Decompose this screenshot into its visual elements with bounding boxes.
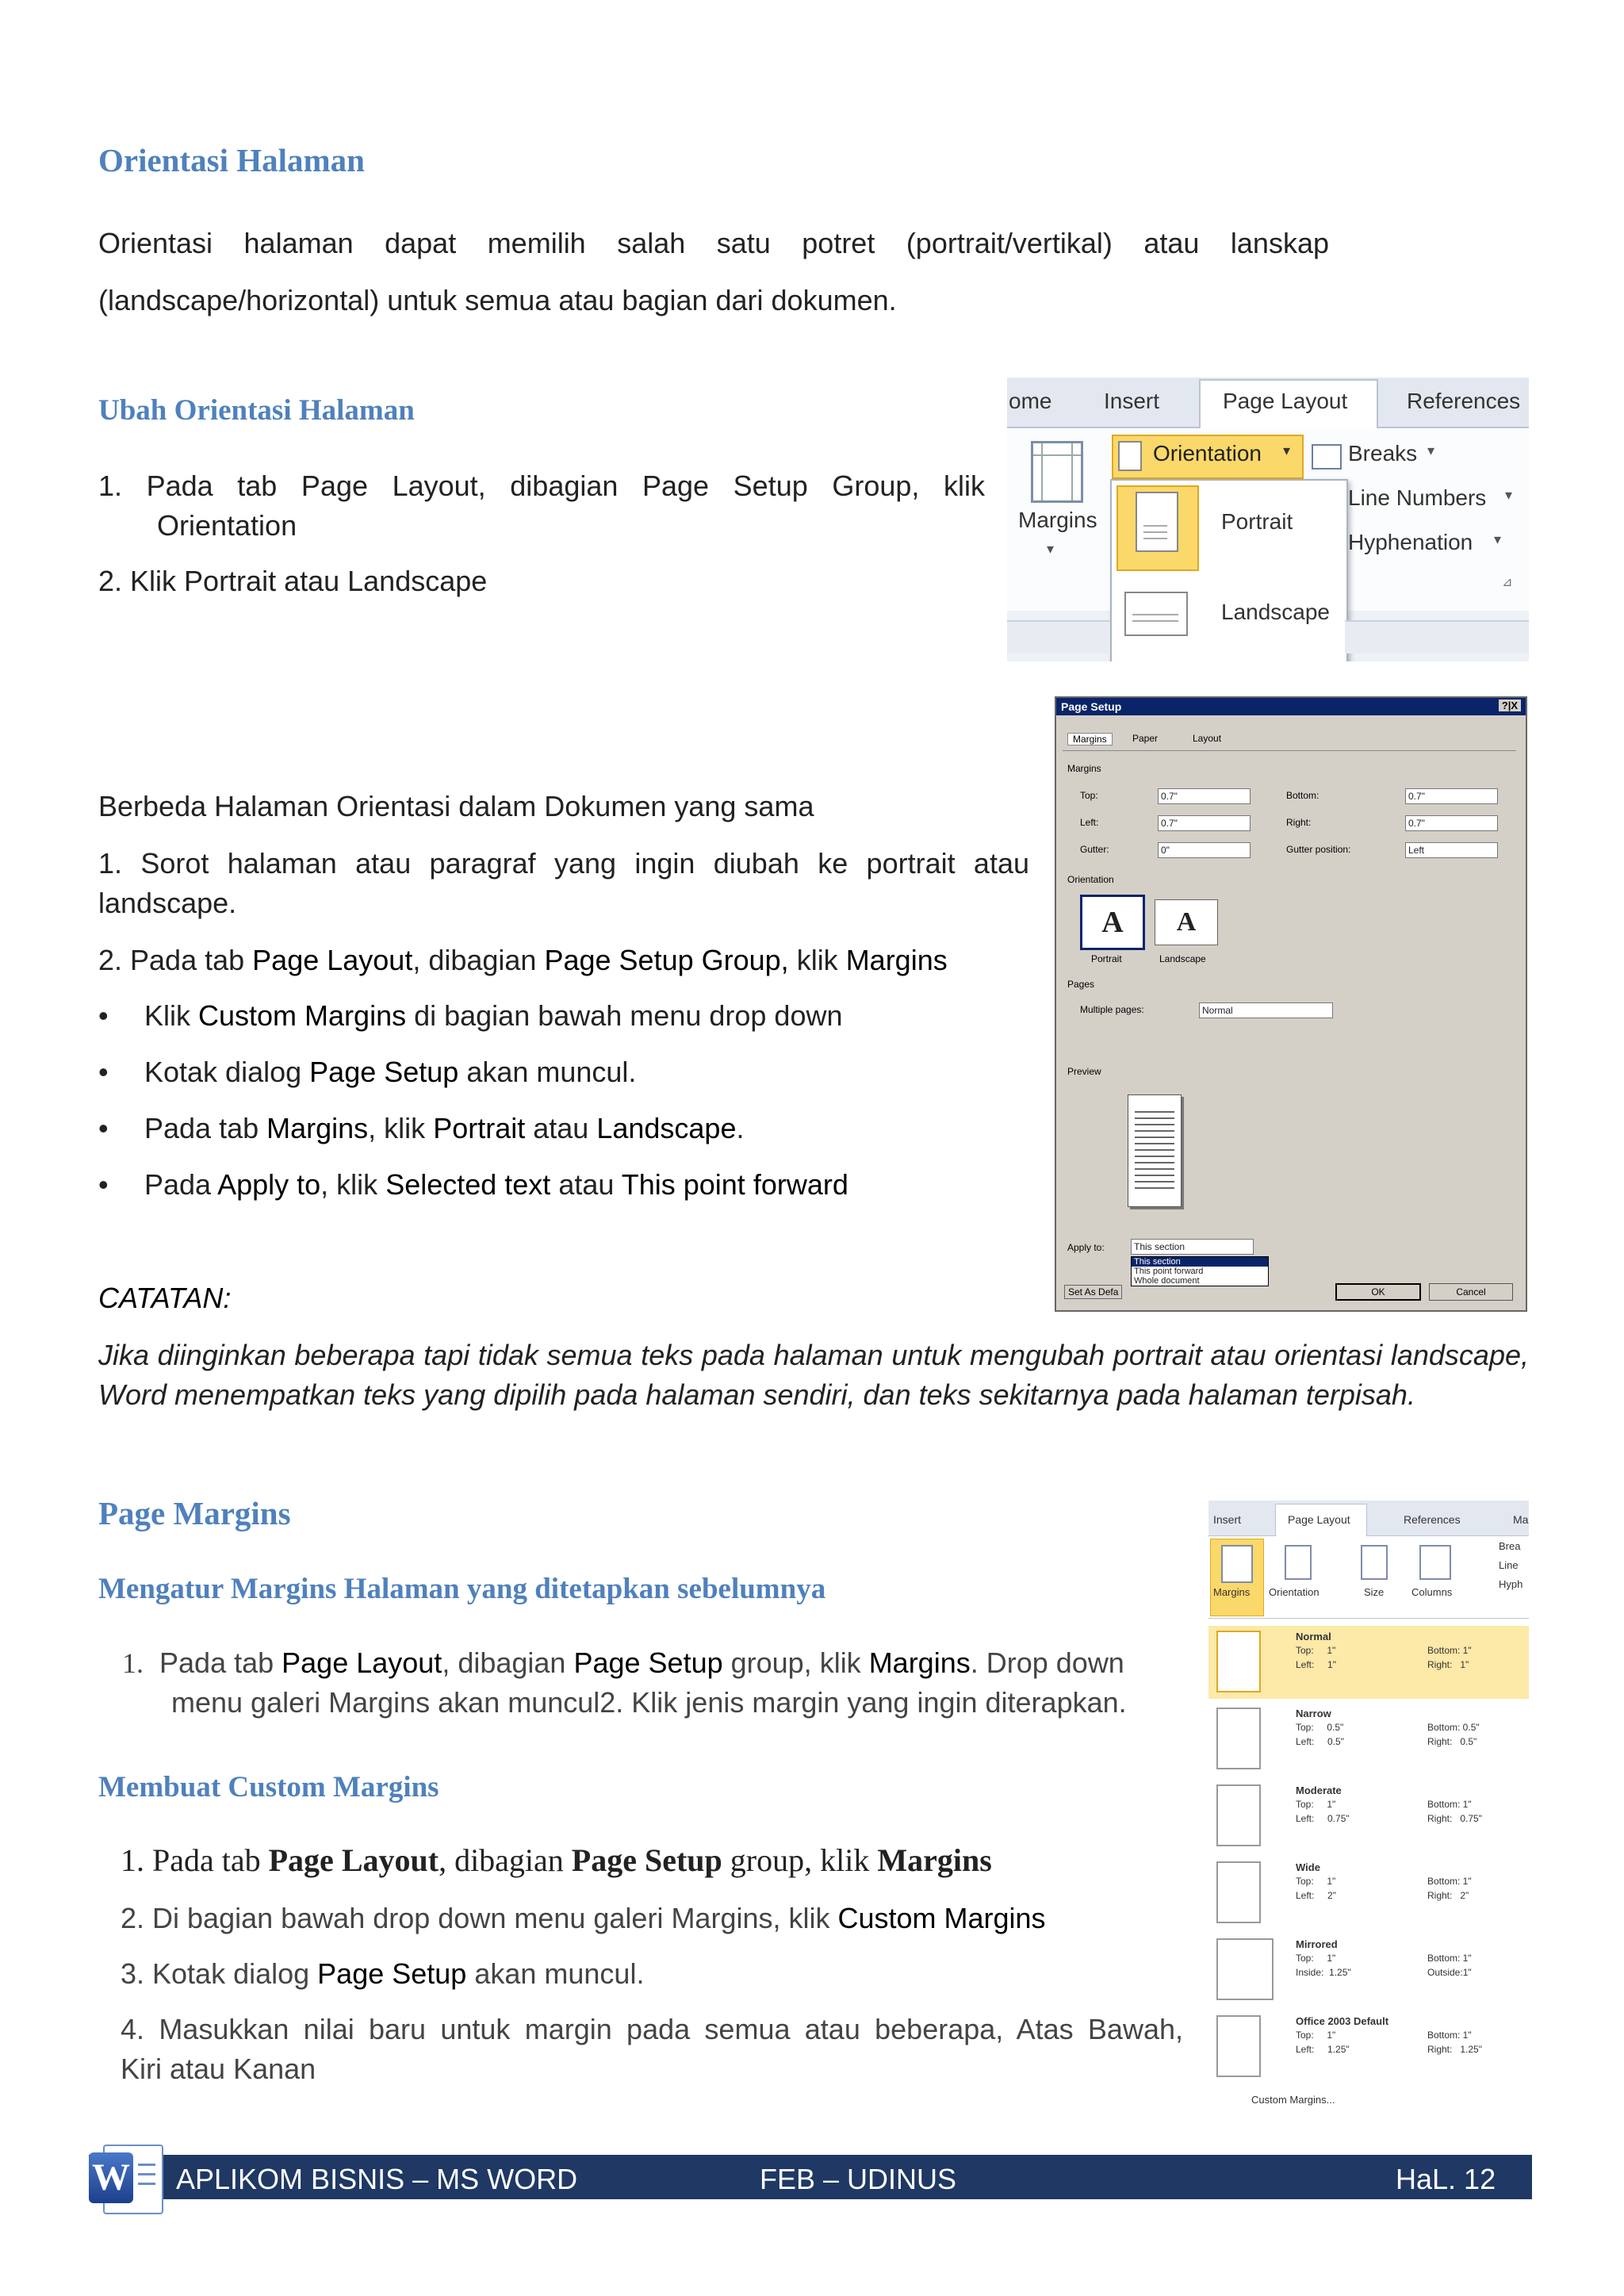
- custom-step-4: [121, 2010, 1183, 2089]
- margin-preset-item[interactable]: [1208, 1857, 1529, 1930]
- bottom-label: Bottom:: [1286, 790, 1320, 801]
- landscape-label[interactable]: Landscape: [1221, 600, 1331, 624]
- tab-home[interactable]: ome: [1009, 389, 1052, 413]
- apply-option[interactable]: This point forward: [1134, 1267, 1204, 1276]
- custom-step-4-line-2: Kiri atau Kanan: [121, 2053, 316, 2085]
- margins-button-label[interactable]: Margins: [1213, 1586, 1251, 1598]
- preset-name: Normal: [1296, 1631, 1331, 1642]
- text: .: [736, 1112, 745, 1144]
- text: Klik: [144, 999, 199, 1032]
- text: , dibagian: [442, 1646, 574, 1679]
- tab-page-layout[interactable]: Page Layout: [1223, 389, 1348, 413]
- margin-preset-item[interactable]: [1208, 2010, 1529, 2083]
- ruler-left: [1007, 620, 1110, 654]
- subtitle-preset-margins: Mengatur Margins Halaman yang ditetapkan sebelumnya: [98, 1573, 826, 1605]
- note-text: Jika diinginkan beberapa tapi tidak semua teks pada halaman untuk mengubah portrait atau orientasi landscape, Word menempatkan teks yang dipilih pada halaman sendiri, dan teks sekitarnya pada halaman terpisah.: [98, 1339, 1529, 1411]
- ruler-right: [1345, 620, 1529, 654]
- term-margins: Margins: [845, 944, 948, 976]
- step-2: 2. Klik Portrait atau Landscape: [98, 565, 488, 597]
- preset-right: Right: 1.25": [1427, 2044, 1482, 2055]
- text: Pada tab: [144, 1112, 267, 1144]
- text: 2. Pada tab: [98, 944, 253, 976]
- breaks-chevron-icon[interactable]: ▾: [1427, 443, 1435, 458]
- term: Custom Margins: [198, 999, 407, 1032]
- text: 2. Di bagian bawah drop down menu galeri Margins, klik: [121, 1902, 838, 1934]
- preview-page: [1128, 1094, 1182, 1207]
- margins-label[interactable]: Margins: [1018, 508, 1097, 532]
- margins-icon[interactable]: [1031, 441, 1083, 503]
- list-item: [98, 1109, 1018, 1165]
- text: atau: [550, 1168, 622, 1201]
- text: group, klik: [722, 1842, 878, 1878]
- paragraph-orientasi: [98, 224, 1329, 320]
- preset-left: Left: 0.75": [1296, 1813, 1350, 1824]
- tab-insert[interactable]: Insert: [1213, 1513, 1242, 1526]
- footer-center: FEB – UDINUS: [760, 2163, 957, 2195]
- paragraph-line-1: Orientasi halaman dapat memilih salah satu potret (portrait/vertikal) atau lanskap: [98, 227, 1329, 259]
- custom-step-3: [121, 1954, 644, 1994]
- bullet-icon: •: [98, 1112, 109, 1144]
- preset-name: Narrow: [1296, 1708, 1331, 1719]
- dialog-tab-layout[interactable]: Layout: [1193, 733, 1222, 744]
- custom-step-1: [121, 1842, 992, 1879]
- landscape-orientation-icon[interactable]: A: [1155, 899, 1218, 945]
- preset-top: Top: 1": [1296, 1876, 1336, 1887]
- text: Kotak dialog: [144, 1056, 310, 1088]
- margin-preset-item[interactable]: [1208, 1780, 1529, 1853]
- preset-bottom: Bottom: 1": [1427, 1645, 1472, 1656]
- page-setup-dialog-screenshot: [1055, 696, 1527, 1312]
- margins-gallery-screenshot: [1208, 1501, 1529, 2119]
- steps-ubah-orientasi: [98, 466, 985, 601]
- section-title-orientasi: Orientasi Halaman: [98, 142, 365, 178]
- dialog-help-close-icon[interactable]: ?|X: [1499, 700, 1521, 711]
- margins-icon: [1221, 1545, 1253, 1583]
- step-1-sorot-line-1: 1. Sorot halaman atau paragraf yang ingin diubah ke portrait atau: [98, 847, 1029, 880]
- portrait-orientation-icon[interactable]: A: [1080, 895, 1145, 950]
- word-logo-icon: [89, 2141, 163, 2216]
- gutter-position-select[interactable]: Left: [1405, 842, 1498, 858]
- group-pages-label: Pages: [1067, 979, 1095, 990]
- preset-top: Top: 1": [1296, 1645, 1336, 1656]
- dialog-launcher-icon[interactable]: ⊿: [1502, 576, 1513, 589]
- group-preview-label: Preview: [1067, 1066, 1101, 1077]
- right-label: Right:: [1286, 817, 1312, 828]
- step-1-line-1: 1. Pada tab Page Layout, dibagian Page Setup Group, klik: [98, 470, 985, 502]
- preset-bottom: Bottom: 1": [1427, 1953, 1472, 1964]
- text: akan muncul.: [458, 1056, 637, 1088]
- tab-mailings[interactable]: Ma: [1513, 1513, 1529, 1526]
- line-numbers-label[interactable]: Line: [1499, 1559, 1519, 1571]
- text: , klik: [320, 1168, 386, 1201]
- right-input[interactable]: 0.7": [1405, 815, 1498, 831]
- text: akan muncul.: [466, 1957, 645, 1990]
- gutter-position-label: Gutter position:: [1286, 844, 1351, 855]
- multiple-pages-label: Multiple pages:: [1080, 1004, 1144, 1015]
- preset-right: Right: 0.75": [1427, 1813, 1482, 1824]
- preset-bottom: Bottom: 1": [1427, 2030, 1472, 2041]
- cancel-button[interactable]: Cancel: [1429, 1283, 1513, 1301]
- text: 3. Kotak dialog: [121, 1957, 318, 1990]
- note-colon: :: [223, 1282, 232, 1314]
- text: Pada tab: [159, 1646, 282, 1679]
- text: , dibagian: [412, 944, 545, 976]
- intro-berbeda-orientasi: Berbeda Halaman Orientasi dalam Dokumen yang sama: [98, 790, 814, 822]
- preset-left: Left: 1.25": [1296, 2044, 1350, 2055]
- text: Pada: [144, 1168, 218, 1201]
- term: Margins: [266, 1112, 369, 1144]
- preset-right: Outside:1": [1427, 1967, 1472, 1978]
- term: Page Setup: [309, 1056, 459, 1088]
- paragraph-line-2: (landscape/horizontal) untuk semua atau bagian dari dokumen.: [98, 284, 897, 316]
- hyphenation-label[interactable]: Hyph: [1499, 1578, 1523, 1590]
- portrait-icon: [1136, 492, 1178, 552]
- dialog-tab-paper[interactable]: Paper: [1132, 733, 1159, 744]
- gutter-input[interactable]: 0": [1158, 842, 1251, 858]
- term: Margins: [868, 1646, 971, 1679]
- text: , klik: [368, 1112, 434, 1144]
- list-item: [98, 1052, 1018, 1109]
- apply-to-select[interactable]: This section: [1131, 1239, 1254, 1255]
- line-numbers-chevron-icon[interactable]: ▾: [1505, 487, 1513, 503]
- orientation-icon: [1118, 441, 1142, 471]
- preset-left: Left: 0.5": [1296, 1736, 1344, 1747]
- dialog-title: Page Setup: [1056, 698, 1526, 715]
- margin-preset-icon: [1216, 1938, 1274, 2000]
- term: Page Layout: [282, 1646, 442, 1679]
- top-label: Top:: [1080, 790, 1098, 801]
- bullet-list: [98, 996, 1018, 1221]
- left-input[interactable]: 0.7": [1158, 815, 1251, 831]
- preset-top: Top: 1": [1296, 2030, 1336, 2041]
- ok-button[interactable]: OK: [1335, 1283, 1421, 1301]
- preset-top: Top: 0.5": [1296, 1722, 1344, 1733]
- footer-page-number: HaL. 12: [1396, 2163, 1496, 2195]
- margin-preset-icon: [1216, 1784, 1261, 1846]
- hyphenation-label[interactable]: Hyphenation: [1348, 530, 1473, 554]
- note-label-text: CATATAN: [98, 1282, 224, 1314]
- columns-icon: [1419, 1545, 1451, 1580]
- preset-name: Office 2003 Default: [1296, 2015, 1389, 2027]
- custom-margins-item[interactable]: Custom Margins...: [1251, 2094, 1335, 2106]
- term: Apply to: [217, 1168, 321, 1201]
- gutter-label: Gutter:: [1080, 844, 1109, 855]
- term: Page Setup: [573, 1646, 723, 1679]
- list-item: [98, 996, 1018, 1052]
- text: atau: [525, 1112, 597, 1144]
- custom-step-4-line-1: 4. Masukkan nilai baru untuk margin pada semua atau beberapa, Atas Bawah,: [121, 2013, 1183, 2045]
- step-1-sorot: [98, 844, 1029, 923]
- preset-bottom: Bottom: 1": [1427, 1876, 1472, 1887]
- bullet-icon: •: [98, 1168, 109, 1201]
- preset-left: Left: 2": [1296, 1890, 1336, 1901]
- preset-right: Right: 0.5": [1427, 1736, 1477, 1747]
- preset-name: Mirrored: [1296, 1938, 1338, 1950]
- term: Page Setup: [317, 1957, 467, 1990]
- line-numbers-label[interactable]: Line Numbers: [1348, 485, 1487, 510]
- term-page-setup-group: Page Setup Group,: [544, 944, 789, 976]
- margins-dropdown-arrow-icon[interactable]: ▾: [1047, 541, 1055, 557]
- margin-preset-item[interactable]: [1208, 1934, 1529, 2007]
- bullet-icon: •: [98, 999, 109, 1032]
- preset-step-line-2: menu galeri Margins akan muncul2. Klik jenis margin yang ingin diterapkan.: [171, 1686, 1127, 1719]
- term: Margins: [877, 1842, 992, 1878]
- dialog-tab-margins[interactable]: Margins: [1067, 733, 1113, 746]
- portrait-radio-label[interactable]: Portrait: [1091, 953, 1122, 964]
- apply-to-dropdown: [1131, 1256, 1269, 1286]
- subtitle-custom-margins: Membuat Custom Margins: [98, 1771, 439, 1803]
- text: di bagian bawah menu drop down: [406, 999, 843, 1032]
- preset-top: Top: 1": [1296, 1953, 1336, 1964]
- step-1-sorot-line-2: landscape.: [98, 887, 237, 919]
- multiple-pages-select[interactable]: Normal: [1199, 1002, 1333, 1018]
- orientation-button-label[interactable]: Orientation: [1269, 1586, 1320, 1598]
- set-as-default-button[interactable]: Set As Defa: [1064, 1285, 1122, 1299]
- apply-option[interactable]: This section: [1132, 1257, 1268, 1267]
- footer-left: APLIKOM BISNIS – MS WORD: [176, 2163, 578, 2195]
- breaks-label[interactable]: Brea: [1499, 1540, 1521, 1552]
- margin-preset-icon: [1216, 1861, 1261, 1923]
- preset-bottom: Bottom: 0.5": [1427, 1722, 1480, 1733]
- term: Selected text: [385, 1168, 551, 1201]
- step-1-line-2: Orientation: [157, 509, 297, 542]
- orientation-chevron-down-icon[interactable]: ▾: [1283, 443, 1291, 458]
- breaks-icon: [1312, 444, 1342, 470]
- tab-references[interactable]: References: [1404, 1513, 1461, 1526]
- left-label: Left:: [1080, 817, 1099, 828]
- text: , dibagian: [439, 1842, 572, 1878]
- text: klik: [788, 944, 846, 976]
- preset-right: Right: 1": [1427, 1659, 1469, 1670]
- size-icon: [1361, 1545, 1388, 1580]
- tab-insert[interactable]: Insert: [1104, 389, 1160, 413]
- breaks-label[interactable]: Breaks: [1348, 441, 1418, 466]
- orientation-icon: [1285, 1545, 1312, 1580]
- term-page-layout: Page Layout: [252, 944, 413, 976]
- word-logo-letter: W: [89, 2152, 133, 2203]
- apply-option[interactable]: Whole document: [1134, 1276, 1200, 1286]
- note-label: [98, 1278, 231, 1318]
- custom-step-2: [121, 1899, 1046, 1938]
- preset-name: Moderate: [1296, 1784, 1342, 1796]
- landscape-icon[interactable]: [1124, 592, 1188, 636]
- group-margins-label: Margins: [1067, 763, 1101, 774]
- margin-preset-icon: [1216, 1631, 1261, 1692]
- section-title-ubah-orientasi: Ubah Orientasi Halaman: [98, 394, 415, 427]
- term: Custom Margins: [837, 1902, 1046, 1934]
- preset-margins-step: [122, 1643, 1185, 1723]
- tab-references[interactable]: References: [1407, 389, 1521, 413]
- term: Landscape: [596, 1112, 737, 1144]
- list-item: [98, 1165, 1018, 1221]
- preset-left: Inside: 1.25": [1296, 1967, 1351, 1978]
- margin-preset-item[interactable]: [1208, 1626, 1529, 1699]
- orientation-label[interactable]: Orientation: [1153, 441, 1262, 466]
- term: Portrait: [433, 1112, 526, 1144]
- margin-preset-item[interactable]: [1208, 1703, 1529, 1776]
- section-title-page-margins: Page Margins: [98, 1495, 291, 1531]
- text: 1. Pada tab: [121, 1842, 269, 1878]
- landscape-radio-label[interactable]: Landscape: [1159, 953, 1206, 964]
- preset-right: Right: 2": [1427, 1890, 1469, 1901]
- step-2-margins: [98, 941, 948, 980]
- step-number: 1.: [122, 1647, 144, 1679]
- ribbon-orientation-screenshot: [1007, 378, 1529, 661]
- top-input[interactable]: 0.7": [1158, 788, 1251, 804]
- preset-name: Wide: [1296, 1861, 1320, 1873]
- preset-left: Left: 1": [1296, 1659, 1336, 1670]
- columns-button-label[interactable]: Columns: [1411, 1586, 1453, 1598]
- text: group, klik: [722, 1646, 869, 1679]
- preset-bottom: Bottom: 1": [1427, 1799, 1472, 1810]
- size-button-label[interactable]: Size: [1364, 1586, 1385, 1598]
- bottom-input[interactable]: 0.7": [1405, 788, 1498, 804]
- term: This point forward: [621, 1168, 848, 1201]
- term: Page Setup: [571, 1842, 722, 1878]
- hyphenation-chevron-icon[interactable]: ▾: [1494, 531, 1502, 547]
- apply-to-label: Apply to:: [1067, 1242, 1105, 1253]
- footer-bar: [89, 2155, 1532, 2199]
- tab-page-layout[interactable]: Page Layout: [1288, 1513, 1350, 1526]
- portrait-label[interactable]: Portrait: [1221, 509, 1293, 534]
- text: . Drop down: [970, 1646, 1124, 1679]
- term: Page Layout: [268, 1842, 439, 1878]
- margin-preset-icon: [1216, 2015, 1261, 2077]
- preset-top: Top: 1": [1296, 1799, 1336, 1810]
- margin-preset-icon: [1216, 1708, 1261, 1769]
- bullet-icon: •: [98, 1056, 109, 1088]
- group-orientation-label: Orientation: [1067, 874, 1114, 885]
